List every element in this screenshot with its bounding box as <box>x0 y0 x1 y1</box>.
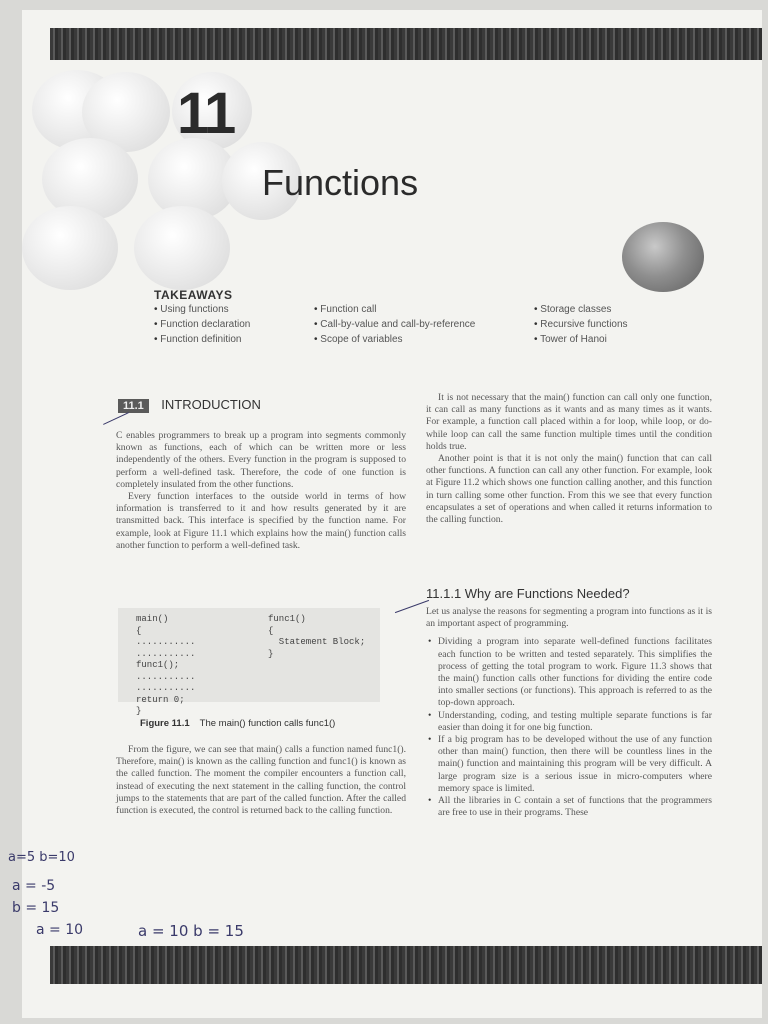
handwritten-note: a=5 b=10 <box>8 850 75 865</box>
handwritten-note: a = -5 <box>12 878 56 894</box>
takeaways-column-1 <box>154 302 250 347</box>
chapter-title: Functions <box>262 162 419 203</box>
code-main: main() { ........... ........... func1(); ........... ........... return 0; } <box>136 614 196 716</box>
pen-stroke <box>103 412 129 425</box>
takeaways-column-2 <box>314 302 475 347</box>
takeaway-item: • Function definition <box>154 332 250 347</box>
paragraph: Every function interfaces to the outside world in terms of how information is transferred to it and how results generated by it are transmitted back. This interface is specified by the function name. For example, look at Figure 11.1 which explains how the main() function calls another function to perform a well-defined task. <box>116 491 406 551</box>
list-item: • If a big program has to be developed without the use of any function other than main() function, then there will be countless lines in the main() function and maintaining this program will be very difficult. A large program size is a serious issue in micro-computers where memory space is limited. <box>438 734 712 795</box>
takeaway-item: • Recursive functions <box>534 317 628 332</box>
bottom-footer-band <box>50 946 762 984</box>
takeaways-box <box>154 288 754 345</box>
subsection-title: 11.1.1 Why are Functions Needed? <box>426 586 630 601</box>
takeaway-item: • Scope of variables <box>314 332 475 347</box>
takeaway-item: • Storage classes <box>534 302 628 317</box>
section-number: 11.1 <box>118 399 149 413</box>
top-header-band <box>50 28 762 60</box>
paragraph: From the figure, we can see that main() calls a function named func1(). Therefore, main() is known as the calling function and func1() is known as the called function. The moment the compiler encounters a function call, instead of executing the next statement in the calling function, the control jumps to the statements that are part of the called function. After the called function is executed, the control is returned back to the calling function. <box>116 744 406 817</box>
section-heading <box>118 396 261 414</box>
handwritten-note: a = 10 b = 15 <box>138 922 244 940</box>
figure-code-box <box>118 608 380 716</box>
takeaways-column-3 <box>534 302 628 347</box>
subsection-text <box>426 606 712 819</box>
intro-text <box>116 430 406 552</box>
figure-caption <box>140 718 335 729</box>
right-text <box>426 392 712 526</box>
pen-stroke <box>395 600 429 613</box>
list-item: • All the libraries in C contain a set of functions that the programmers are free to use in their programs. These <box>438 795 712 819</box>
code-func1: func1() { Statement Block; } <box>268 614 366 659</box>
chapter-number: 11 <box>177 81 235 146</box>
decor-sphere <box>134 206 230 290</box>
handwritten-note: a = 10 <box>36 922 84 938</box>
figure-caption-text: The main() function calls func1() <box>199 718 336 729</box>
paragraph: Another point is that it is not only the main() function that can call other functions. A function can call any other function. For example, look at Figure 11.2 which shows one function calling another, and this function in turn calling some other function. From this we see that every function encapsulates a set of operations and when called it returns information to the calling function. <box>426 453 712 526</box>
section-title: INTRODUCTION <box>161 397 261 412</box>
list-item: • Dividing a program into separate well-defined functions facilitates each function to be written and tested separately. This simplifies the process of getting the total program to work. Figure 11.3 shows that the main() function calls other functions for dividing the entire code into smaller sections (or functions). This approach is referred to as the top-down approach. <box>438 636 712 709</box>
list-item: • Understanding, coding, and testing multiple separate functions is far easier than doing it for one big function. <box>438 710 712 734</box>
dark-sphere <box>622 222 704 292</box>
takeaway-item: • Function call <box>314 302 475 317</box>
paragraph: C enables programmers to break up a program into segments commonly known as functions, each of which can be written more or less independently of the others. Every function in the program is supposed to perform a well-defined task. Therefore, the code of one function is completely insulated from the other functions. <box>116 430 406 490</box>
bullet-list <box>426 636 712 819</box>
handwritten-note: b = 15 <box>12 900 60 916</box>
takeaway-item: • Function declaration <box>154 317 250 332</box>
takeaway-item: • Call-by-value and call-by-reference <box>314 317 475 332</box>
book-page <box>8 10 762 1018</box>
paragraph: It is not necessary that the main() function can call only one function, it can call as many functions as it wants and as many times as it wants. For example, a function call placed within a for loop, while loop, or do-while loop can call the same function multiple times until the condition holds true. <box>426 392 712 452</box>
decor-sphere <box>22 206 118 290</box>
paragraph: Let us analyse the reasons for segmenting a program into functions as it is an important aspect of programming. <box>426 606 712 630</box>
left-text-continued <box>116 744 406 817</box>
takeaways-heading: TAKEAWAYS <box>154 288 233 302</box>
figure-label: Figure 11.1 <box>140 718 190 729</box>
takeaway-item: • Tower of Hanoi <box>534 332 628 347</box>
takeaway-item: • Using functions <box>154 302 250 317</box>
